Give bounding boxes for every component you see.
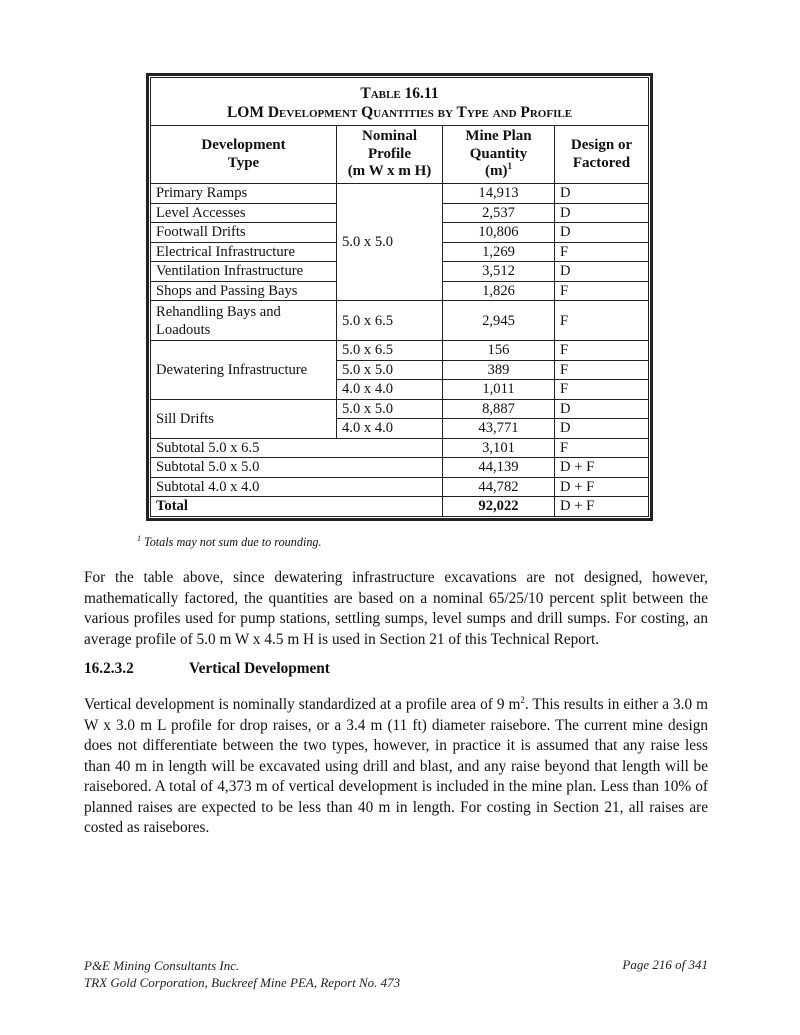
subtotal-design-factored: D + F bbox=[555, 458, 649, 478]
subtotal-label: Subtotal 5.0 x 6.5 bbox=[151, 438, 443, 458]
header-text: Nominal bbox=[361, 128, 417, 145]
cell-profile: 5.0 x 5.0 bbox=[337, 360, 443, 380]
cell-type: Dewatering Infrastructure bbox=[151, 341, 337, 400]
cell-profile: 5.0 x 5.0 bbox=[337, 399, 443, 419]
cell-type: Footwall Drifts bbox=[151, 223, 337, 243]
table-row bbox=[151, 301, 649, 341]
cell-profile: 5.0 x 6.5 bbox=[337, 341, 443, 361]
subtotal-quantity: 3,101 bbox=[443, 438, 555, 458]
cell-quantity: 10,806 bbox=[443, 223, 555, 243]
cell-design-factored: D bbox=[555, 399, 649, 419]
cell-quantity: 1,269 bbox=[443, 242, 555, 262]
total-design-factored: D + F bbox=[555, 497, 649, 517]
cell-quantity: 389 bbox=[443, 360, 555, 380]
table-title: LOM Development Quantities by Type and Profile bbox=[226, 104, 573, 121]
total-label: Total bbox=[151, 497, 443, 517]
footer-report: TRX Gold Corporation, Buckreef Mine PEA, Report No. 473 bbox=[84, 975, 401, 990]
header-mine-plan-quantity bbox=[443, 126, 555, 184]
cell-quantity: 3,512 bbox=[443, 262, 555, 282]
cell-profile: 4.0 x 4.0 bbox=[337, 419, 443, 439]
footnote-text: Totals may not sum due to rounding. bbox=[144, 535, 322, 549]
paragraph-dewatering-note: For the table above, since dewatering infrastructure excavations are not designed, however, mathematically factored, the quantities are based on a nominal 65/25/10 percent split between the various profiles used for pump stations, settling sumps, level sumps and drill sumps. For costing, an average profile of 5.0 m W x 4.5 m H is used in Section 21 of this Technical Report. bbox=[84, 569, 708, 648]
cell-profile: 5.0 x 6.5 bbox=[337, 301, 443, 341]
cell-design-factored: F bbox=[555, 301, 649, 341]
subtotal-design-factored: F bbox=[555, 438, 649, 458]
header-text: (m W x m H) bbox=[347, 163, 432, 180]
section-title: Vertical Development bbox=[189, 660, 330, 677]
header-text: Factored bbox=[572, 154, 631, 171]
total-row bbox=[151, 497, 649, 517]
table-number: Table 16.11 bbox=[360, 85, 439, 102]
header-text: Type bbox=[227, 154, 260, 171]
footnote-mark: 1 bbox=[137, 533, 141, 543]
subtotal-row bbox=[151, 438, 649, 458]
cell-type: Level Accesses bbox=[151, 203, 337, 223]
header-text: (m) bbox=[485, 163, 508, 180]
cell-design-factored: D bbox=[555, 419, 649, 439]
paragraph-text: . This results in either a 3.0 m W x 3.0 m L profile for drop raises, or a 3.4 m (11 ft) diameter raisebore. The current mine design does not differentiate between the two types, however, in practice it is assumed that any raise less than 40 m in length will be excavated using drill and blast, and any raise beyond that length will be raisebored. A total of 4,373 m of vertical development is included in the mine plan. Less than 10% of planned raises are expected to be less than 40 m in length. For costing in Section 21, all raises are costed as raisebores. bbox=[84, 696, 708, 836]
header-nominal-profile bbox=[337, 126, 443, 184]
subtotal-label: Subtotal 4.0 x 4.0 bbox=[151, 477, 443, 497]
cell-quantity: 43,771 bbox=[443, 419, 555, 439]
cell-quantity: 1,011 bbox=[443, 380, 555, 400]
cell-profile: 5.0 x 5.0 bbox=[337, 184, 443, 301]
cell-quantity: 156 bbox=[443, 341, 555, 361]
header-text: Profile bbox=[367, 145, 412, 162]
cell-quantity: 14,913 bbox=[443, 184, 555, 204]
cell-design-factored: F bbox=[555, 341, 649, 361]
section-number: 16.2.3.2 bbox=[84, 660, 134, 677]
cell-type: Ventilation Infrastructure bbox=[151, 262, 337, 282]
superscript: 2 bbox=[520, 694, 525, 705]
table-grid bbox=[150, 77, 649, 517]
development-quantities-table bbox=[146, 73, 653, 521]
header-text: Design or bbox=[570, 137, 633, 153]
cell-type: Shops and Passing Bays bbox=[151, 281, 337, 301]
cell-design-factored: F bbox=[555, 360, 649, 380]
header-design-or-factored bbox=[555, 126, 649, 184]
cell-type: Electrical Infrastructure bbox=[151, 242, 337, 262]
cell-design-factored: D bbox=[555, 223, 649, 243]
footnote-ref: 1 bbox=[507, 161, 512, 172]
subtotal-quantity: 44,782 bbox=[443, 477, 555, 497]
subtotal-design-factored: D + F bbox=[555, 477, 649, 497]
page-footer-left bbox=[84, 957, 400, 991]
cell-profile: 4.0 x 4.0 bbox=[337, 380, 443, 400]
header-text: Mine Plan bbox=[465, 128, 532, 145]
header-text: Quantity bbox=[469, 145, 528, 162]
cell-type: Sill Drifts bbox=[151, 399, 337, 438]
subtotal-row bbox=[151, 477, 649, 497]
header-row bbox=[151, 126, 649, 184]
cell-type: Primary Ramps bbox=[151, 184, 337, 204]
cell-design-factored: F bbox=[555, 281, 649, 301]
subtotal-quantity: 44,139 bbox=[443, 458, 555, 478]
cell-design-factored: D bbox=[555, 203, 649, 223]
cell-type: Rehandling Bays and Loadouts bbox=[151, 301, 337, 341]
subtotal-label: Subtotal 5.0 x 5.0 bbox=[151, 458, 443, 478]
cell-design-factored: F bbox=[555, 242, 649, 262]
footer-company: P&E Mining Consultants Inc. bbox=[84, 958, 240, 973]
cell-quantity: 1,826 bbox=[443, 281, 555, 301]
section-heading bbox=[84, 660, 330, 678]
table-footnote bbox=[137, 535, 322, 550]
table-row bbox=[151, 184, 649, 204]
table-row bbox=[151, 341, 649, 361]
page-number: Page 216 of 341 bbox=[622, 957, 708, 972]
header-development-type bbox=[151, 126, 337, 184]
cell-quantity: 2,945 bbox=[443, 301, 555, 341]
cell-design-factored: F bbox=[555, 380, 649, 400]
cell-design-factored: D bbox=[555, 184, 649, 204]
total-quantity: 92,022 bbox=[443, 497, 555, 517]
cell-quantity: 2,537 bbox=[443, 203, 555, 223]
table-row bbox=[151, 399, 649, 419]
cell-quantity: 8,887 bbox=[443, 399, 555, 419]
paragraph-vertical-development bbox=[84, 695, 708, 839]
header-text: Development bbox=[201, 137, 286, 153]
cell-design-factored: D bbox=[555, 262, 649, 282]
paragraph-text: Vertical development is nominally standardized at a profile area of 9 m bbox=[84, 696, 521, 713]
subtotal-row bbox=[151, 458, 649, 478]
table-caption bbox=[151, 78, 649, 126]
